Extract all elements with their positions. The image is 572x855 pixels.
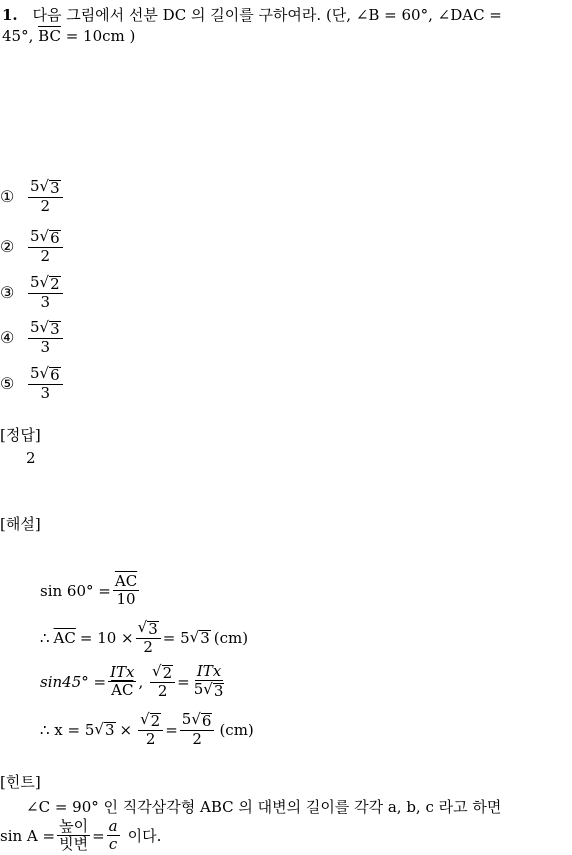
solution-line-4: ∴ x = 5 √ 3 × √ 2 2 = 5 √ 6 2 (cm): [40, 710, 254, 748]
choice-5[interactable]: ⑤ 5 √ 6 3: [0, 365, 65, 402]
choice-4[interactable]: ④ 5 √ 3 3: [0, 319, 65, 356]
choice-mark: ②: [0, 237, 15, 256]
solution-line-1: sin 60° = $\frac{\overline{AC}}{10}$: [40, 572, 138, 609]
hint-line1: ∠C = 90° 인 직각삼각형 ABC 의 대변의 길이를 각각 a, b, c 라고 하면: [26, 798, 502, 816]
question-line1: 다음 그림에서 선분 DC 의 길이를 구하여라. (단, ∠B = 60°, ∠DAC =: [32, 6, 502, 24]
choice-3[interactable]: ③ 5 √ 2 3: [0, 274, 65, 311]
solution-label: [해설]: [0, 515, 41, 533]
question-line2: 45°, $\overline{BC} = 10cm$ ): [2, 27, 136, 45]
choice-mark: ③: [0, 283, 15, 302]
answer-label: [정답]: [0, 426, 41, 444]
choice-2[interactable]: ② 5 √ 6 2: [0, 228, 65, 265]
choice-mark: ①: [0, 187, 15, 206]
segment-bc: $\overline{BC}$: [38, 27, 61, 45]
solution-line-2: ∴ $\overline{AC}$ = 10 × √ 3 2 = 5 √ 3 (cm): [40, 618, 249, 656]
question-number: 1.: [2, 6, 18, 24]
answer-value: 2: [26, 449, 36, 467]
solution-line-3: sin45° = $\frac{\text{ITx}}{AC}$ , √ 2 2 = ITx 5 √ 3: [40, 662, 224, 701]
hint-label: [힌트]: [0, 773, 41, 791]
choice-mark: ④: [0, 328, 15, 347]
hint-line2: sin A = $\frac{\text{높이}}{\text{빗변}}$ = $\frac{a}{c}$ 이다.: [0, 817, 162, 854]
choice-mark: ⑤: [0, 374, 15, 393]
question-text: [2, 4, 502, 25]
choice-1[interactable]: ① 5 √ 3 2: [0, 178, 65, 215]
